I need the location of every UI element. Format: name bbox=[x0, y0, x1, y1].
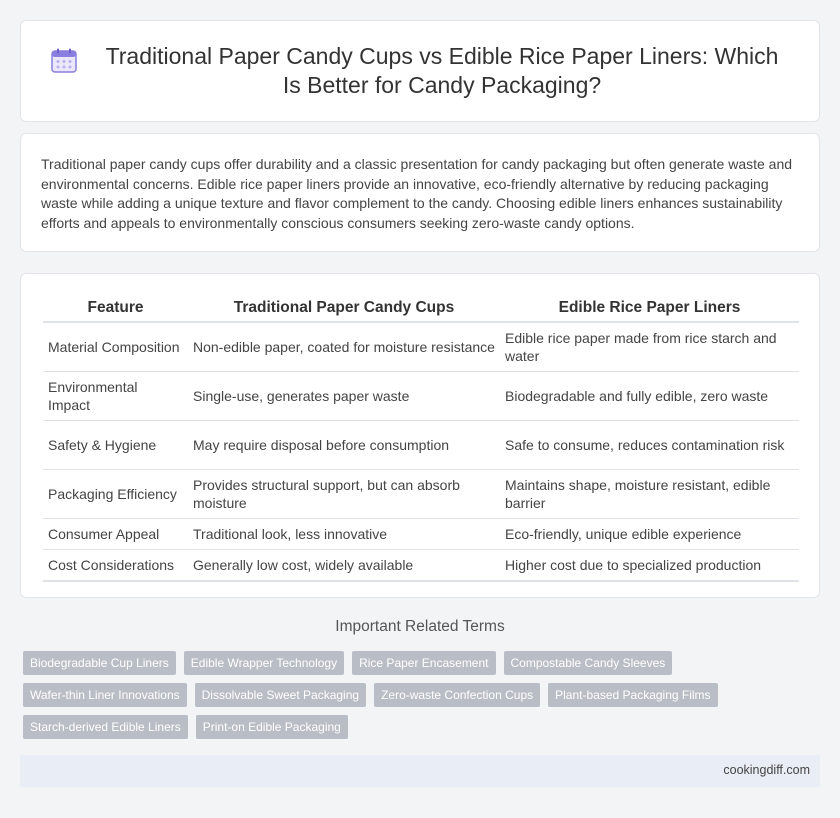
table-row bbox=[43, 519, 799, 550]
header-traditional-cups: Traditional Paper Candy Cups bbox=[188, 294, 500, 323]
edible-cell: Higher cost due to specialized production bbox=[500, 550, 799, 582]
intro-card bbox=[20, 133, 820, 252]
related-term-tag[interactable]: Plant-based Packaging Films bbox=[548, 683, 717, 707]
related-term-tag[interactable]: Dissolvable Sweet Packaging bbox=[195, 683, 366, 707]
related-term-tag[interactable]: Print-on Edible Packaging bbox=[196, 715, 348, 739]
traditional-cell: Single-use, generates paper waste bbox=[188, 372, 500, 421]
footer bbox=[20, 755, 820, 787]
related-term-tag[interactable]: Wafer-thin Liner Innovations bbox=[23, 683, 187, 707]
related-term-tag[interactable]: Edible Wrapper Technology bbox=[184, 651, 344, 675]
table-row bbox=[43, 550, 799, 582]
traditional-cell: Provides structural support, but can absorb moisture bbox=[188, 470, 500, 519]
related-term-tag[interactable]: Compostable Candy Sleeves bbox=[504, 651, 673, 675]
related-terms-tags bbox=[20, 651, 820, 739]
feature-cell: Cost Considerations bbox=[43, 550, 188, 582]
edible-cell: Maintains shape, moisture resistant, edible barrier bbox=[500, 470, 799, 519]
related-term-tag[interactable]: Starch-derived Edible Liners bbox=[23, 715, 188, 739]
edible-cell: Edible rice paper made from rice starch and water bbox=[500, 323, 799, 372]
title-wrap bbox=[21, 21, 819, 121]
title-card bbox=[20, 20, 820, 122]
feature-cell: Consumer Appeal bbox=[43, 519, 188, 550]
table-header-row bbox=[43, 294, 799, 323]
related-terms-section bbox=[20, 618, 820, 739]
feature-cell: Packaging Efficiency bbox=[43, 470, 188, 519]
table-row bbox=[43, 421, 799, 470]
edible-cell: Biodegradable and fully edible, zero waste bbox=[500, 372, 799, 421]
table-row bbox=[43, 323, 799, 372]
feature-cell: Environmental Impact bbox=[43, 372, 188, 421]
comparison-table-card bbox=[20, 273, 820, 598]
comparison-table bbox=[43, 294, 799, 582]
table-row bbox=[43, 470, 799, 519]
related-term-tag[interactable]: Zero-waste Confection Cups bbox=[374, 683, 540, 707]
header-edible-liners: Edible Rice Paper Liners bbox=[500, 294, 799, 323]
related-terms-heading: Important Related Terms bbox=[335, 618, 505, 635]
edible-cell: Safe to consume, reduces contamination risk bbox=[500, 421, 799, 470]
page-title: Traditional Paper Candy Cups vs Edible Rice Paper Liners: Which Is Better for Candy Packaging? bbox=[105, 43, 779, 98]
related-term-tag[interactable]: Rice Paper Encasement bbox=[352, 651, 495, 675]
feature-cell: Safety & Hygiene bbox=[43, 421, 188, 470]
traditional-cell: Generally low cost, widely available bbox=[188, 550, 500, 582]
intro-paragraph: Traditional paper candy cups offer durability and a classic presentation for candy packaging but often generate waste and environmental concerns. Edible rice paper liners provide an innovative, eco-friendly alternative by reducing packaging waste while adding a unique texture and flavor complement to the candy. Choosing edible liners enhances sustainability efforts and appeals to environmentally conscious consumers seeking zero-waste candy options. bbox=[41, 156, 793, 231]
traditional-cell: Traditional look, less innovative bbox=[188, 519, 500, 550]
feature-cell: Material Composition bbox=[43, 323, 188, 372]
table-row bbox=[43, 372, 799, 421]
calendar-grid-icon bbox=[51, 48, 77, 74]
edible-cell: Eco-friendly, unique edible experience bbox=[500, 519, 799, 550]
related-term-tag[interactable]: Biodegradable Cup Liners bbox=[23, 651, 176, 675]
traditional-cell: May require disposal before consumption bbox=[188, 421, 500, 470]
traditional-cell: Non-edible paper, coated for moisture resistance bbox=[188, 323, 500, 372]
header-feature: Feature bbox=[43, 294, 188, 323]
footer-site-link[interactable]: cookingdiff.com bbox=[723, 763, 810, 777]
